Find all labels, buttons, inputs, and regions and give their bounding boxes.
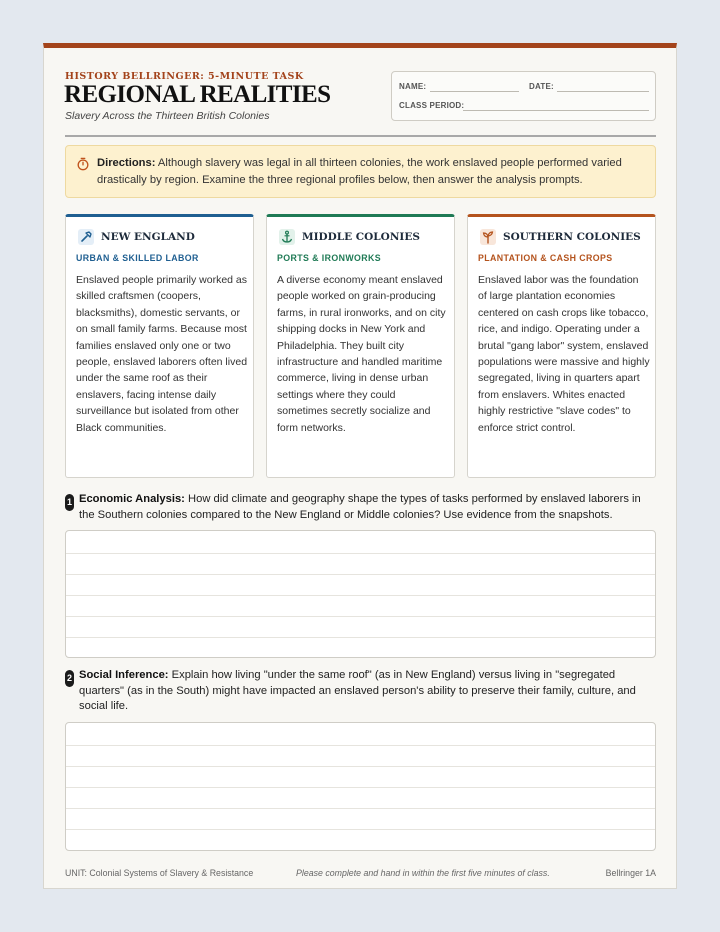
timer-icon [76,157,90,171]
question-text [79,492,659,523]
region-description: A diverse economy meant enslaved people worked on grain-producing farms, in rural ironworks, and on city shipping docks in New York and Philadelphia. They built city infrastructure and handled maritime commerce, living in dense urban settings where they could sometimes secretly socialize and form networks. [277,274,446,434]
answer-box-2[interactable] [65,722,656,851]
answer-box-1[interactable] [65,530,656,658]
region-card-southern-colonies [467,214,656,478]
region-description: Enslaved people primarily worked as skilled craftsmen (coopers, blacksmiths), domestic servants, or on small family farms. Because most families enslaved only one or two people, enslaved laborers often lived under the same roof as their enslavers, facing intense daily surveillance but isolated from other Black communities. [76,274,248,434]
footer-id: Bellringer 1A [605,868,656,878]
region-description: Enslaved labor was the foundation of large plantation economies centered on cash crops like tobacco, rice, and indigo. Operating under a brutal "gang labor" system, enslaved populations were massive and highly segregated, living in quarters apart from enslavers. Whites enacted highly restrictive "slave codes" to enforce strict control. [478,274,650,434]
region-title: MIDDLE COLONIES [302,231,420,243]
directions-body: Although slavery was legal in all thirteen colonies, the work enslaved people performed varied drastically by region. Examine the three regional profiles below, then answer the analysis prompts. [97,157,622,186]
region-title: SOUTHERN COLONIES [503,231,641,243]
question-body: How did climate and geography shape the types of tasks performed by enslaved laborers in the Southern colonies compared to the New England or Middle colonies? Use evidence from the snapshots. [79,493,641,521]
class-period-field[interactable] [463,110,649,111]
question-label: Economic Analysis: [79,493,185,505]
region-subtitle: PLANTATION & CASH CROPS [478,253,613,263]
question-label: Social Inference: [79,669,169,681]
region-subtitle: URBAN & SKILLED LABOR [76,253,199,263]
region-card-new-england [65,214,254,478]
name-label: NAME: [399,82,427,91]
worksheet-title: REGIONAL REALITIES [64,81,331,108]
footer-unit: UNIT: Colonial Systems of Slavery & Resistance [65,868,254,878]
directions-text [97,155,637,188]
hammer-icon [78,229,94,245]
worksheet-eyebrow: HISTORY BELLRINGER: 5-MINUTE TASK [65,71,304,82]
header-divider [65,135,656,137]
worksheet [43,43,677,889]
anchor-icon [279,229,295,245]
directions-label: Directions: [97,157,156,169]
name-field[interactable] [430,91,519,92]
sprout-icon [480,229,496,245]
question-body: Explain how living "under the same roof" (as in New England) versus living in "segregated quarters" (as in the South) might have impacted an enslaved person's ability to preserve their family, culture, and social life. [79,669,636,712]
question-number-badge: 2 [65,670,74,687]
question-text [79,668,659,715]
directions-box [65,145,656,198]
class-period-label: CLASS PERIOD: [399,101,465,110]
region-title: NEW ENGLAND [101,231,195,243]
date-label: DATE: [529,82,554,91]
footer-note: Please complete and hand in within the first five minutes of class. [296,868,550,878]
region-subtitle: PORTS & IRONWORKS [277,253,382,263]
question-number-badge: 1 [65,494,74,511]
student-info-box [391,71,656,121]
worksheet-subtitle: Slavery Across the Thirteen British Colonies [65,110,270,122]
date-field[interactable] [557,91,649,92]
region-card-middle-colonies [266,214,455,478]
